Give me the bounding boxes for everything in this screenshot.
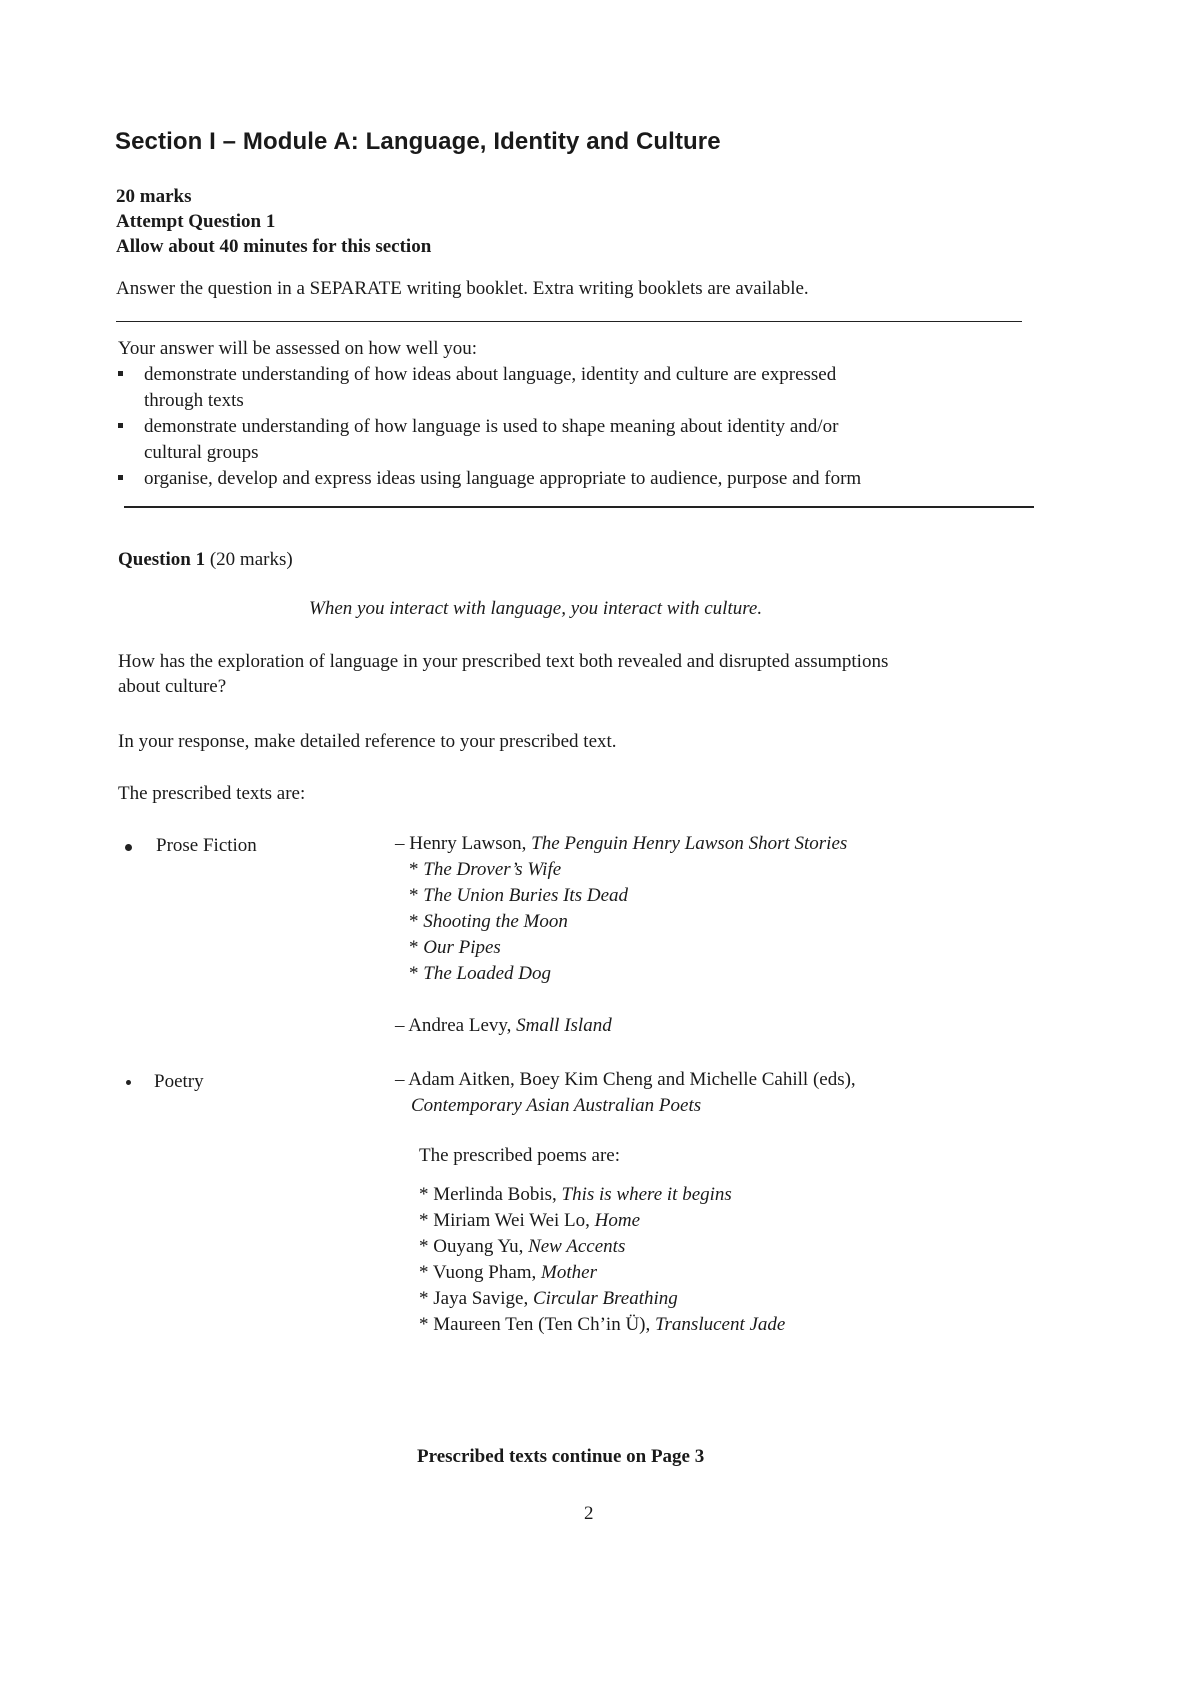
prescribed-texts-intro: The prescribed texts are: (118, 783, 306, 804)
attempt-label: Attempt Question 1 (116, 211, 276, 232)
poetry-anthology: Contemporary Asian Australian Poets (411, 1095, 702, 1116)
question-prompt-line2: about culture? (118, 676, 227, 697)
bullet-icon (126, 1080, 131, 1085)
bottom-rule (124, 506, 1034, 508)
list-item: * Merlinda Bobis, This is where it begins (419, 1184, 732, 1205)
criteria-item: organise, develop and express ideas using language appropriate to audience, purpose and form (118, 466, 861, 492)
bullet-icon (125, 844, 132, 851)
list-item: * Shooting the Moon (409, 911, 568, 932)
category-prose-fiction: Prose Fiction (156, 835, 257, 856)
list-item: * Ouyang Yu, New Accents (419, 1236, 626, 1257)
top-rule (116, 321, 1022, 322)
criteria-item: demonstrate understanding of how ideas about language, identity and culture are expressed through texts (118, 362, 836, 414)
question-quote: When you interact with language, you interact with culture. (309, 598, 763, 619)
continue-note: Prescribed texts continue on Page 3 (417, 1446, 705, 1467)
poems-intro: The prescribed poems are: (419, 1145, 620, 1166)
list-item: * Maureen Ten (Ten Ch’in Ü), Translucent Jade (419, 1314, 786, 1335)
prose-text-lawson: – Henry Lawson, The Penguin Henry Lawson Short Stories (395, 833, 848, 854)
list-item: * Our Pipes (409, 937, 501, 958)
prose-text-levy: – Andrea Levy, Small Island (395, 1015, 612, 1036)
square-bullet-icon (118, 423, 123, 428)
list-item: * The Union Buries Its Dead (409, 885, 629, 906)
time-allowance: Allow about 40 minutes for this section (116, 236, 432, 257)
reference-instruction: In your response, make detailed reference to your prescribed text. (118, 731, 617, 752)
page-number: 2 (584, 1503, 594, 1524)
criteria-intro: Your answer will be assessed on how well you: (118, 338, 478, 359)
criteria-item: demonstrate understanding of how language is used to shape meaning about identity and/or cultural groups (118, 414, 838, 466)
square-bullet-icon (118, 371, 123, 376)
list-item: * The Loaded Dog (409, 963, 551, 984)
list-item: * Vuong Pham, Mother (419, 1262, 597, 1283)
category-poetry: Poetry (154, 1071, 204, 1092)
list-item: * Miriam Wei Wei Lo, Home (419, 1210, 641, 1231)
poetry-editors: – Adam Aitken, Boey Kim Cheng and Michelle Cahill (eds), (395, 1069, 856, 1090)
marks-label: 20 marks (116, 186, 192, 207)
question-prompt-line1: How has the exploration of language in your prescribed text both revealed and disrupted assumptions (118, 651, 889, 672)
section-heading: Section I – Module A: Language, Identity and Culture (115, 128, 721, 155)
square-bullet-icon (118, 475, 123, 480)
list-item: * Jaya Savige, Circular Breathing (419, 1288, 678, 1309)
list-item: * The Drover’s Wife (409, 859, 562, 880)
booklet-instruction: Answer the question in a SEPARATE writing booklet. Extra writing booklets are available. (116, 278, 809, 299)
question-title: Question 1 (20 marks) (118, 549, 293, 570)
